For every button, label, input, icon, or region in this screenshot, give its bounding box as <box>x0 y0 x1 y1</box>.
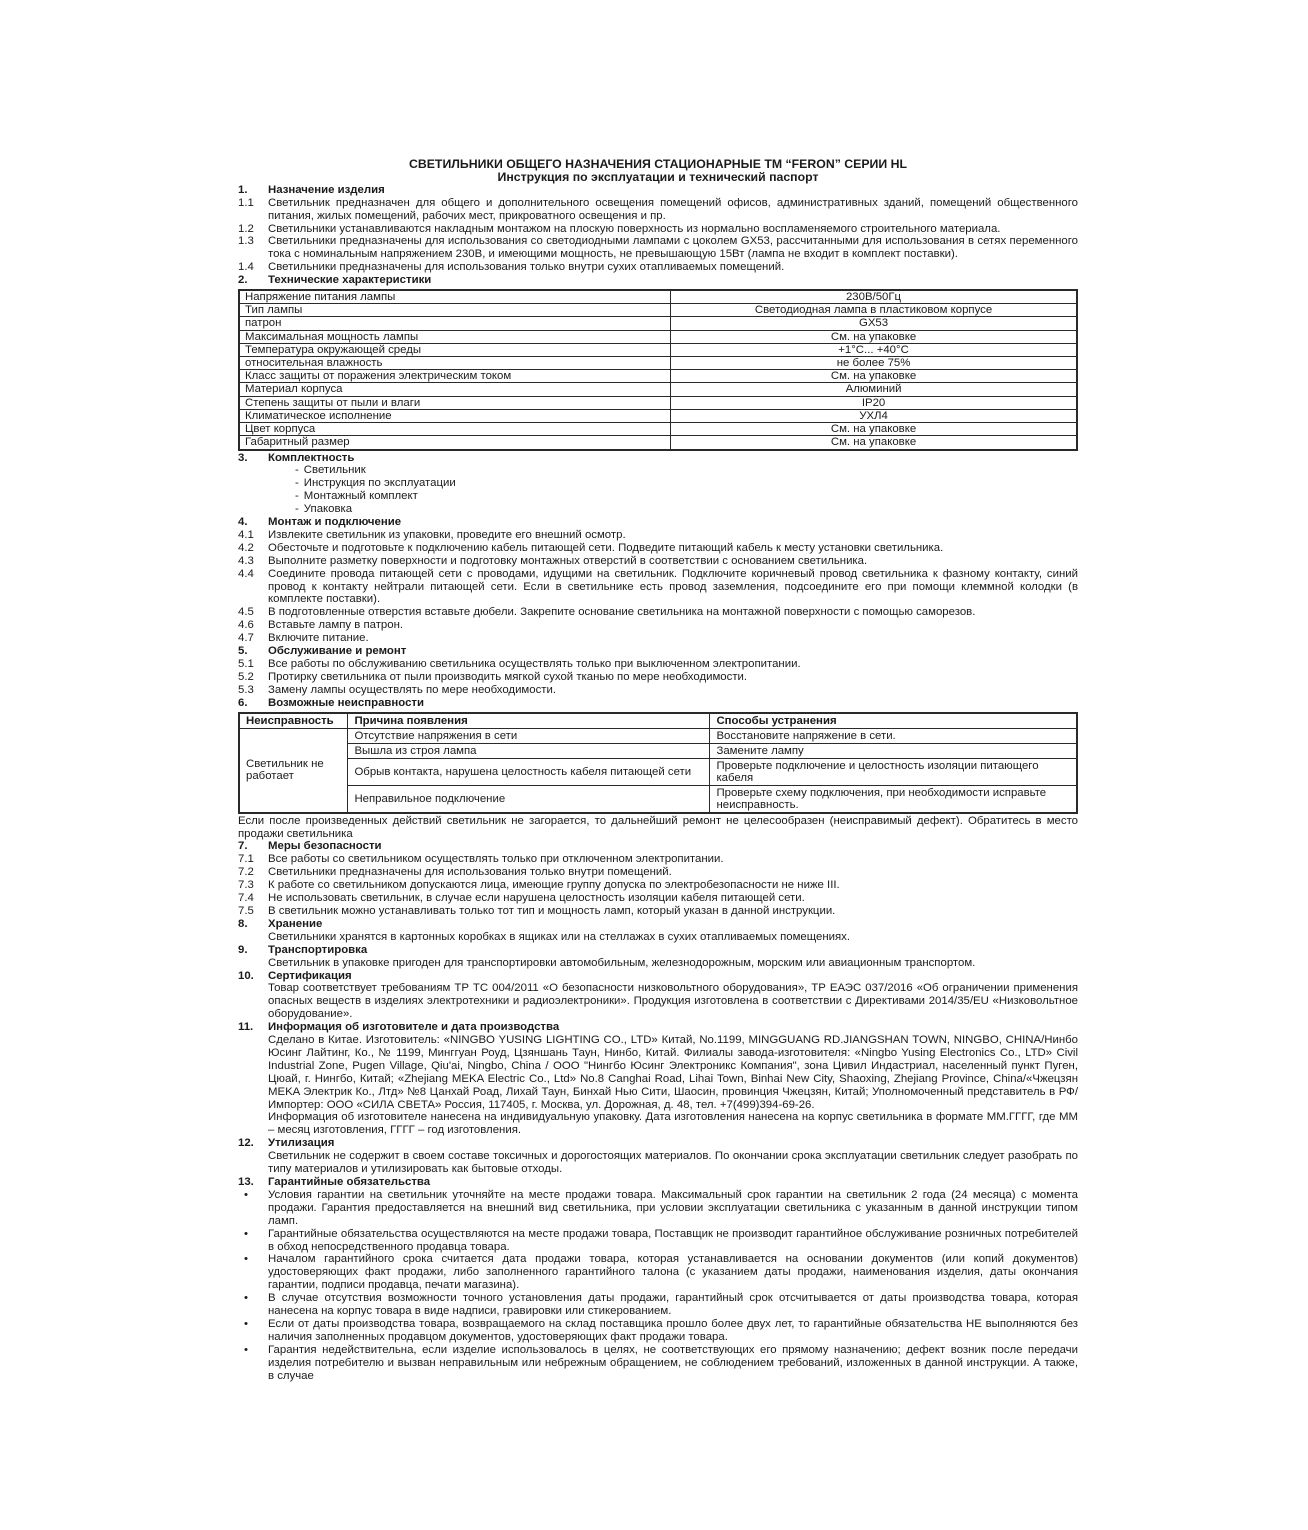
paragraph: Светильник в упаковке пригоден для транспортировки автомобильным, железнодорожным, морским или авиационным транспортом. <box>268 956 976 969</box>
section-number: 6. <box>238 696 248 709</box>
section-heading <box>238 970 1078 983</box>
fault-row <box>239 743 1077 758</box>
fault-row <box>239 758 1077 785</box>
bullet-text: • В случае отсутствия возможности точного установления даты продажи, гарантийный срок отсчитывается от даты производства товара, которая нанесена на корпус товара в виде надписи, гравировки или стикерованием. <box>268 1292 1078 1318</box>
item-number: 4.2 <box>238 541 254 554</box>
spec-name: Габаритный размер <box>239 436 671 450</box>
paragraph: Товар соответствует требованиям ТР ТС 004/2011 «О безопасности низковольтного оборудования», ТР ЕАЭС 037/2016 «Об ограничении применения опасных веществ в изделиях электротехники и радиоэлектроники». Продукция изготовлена в соответствии с Директивами 2014/35/EU «Низковольтное оборудование». <box>268 982 1078 1021</box>
numbered-item <box>238 866 1078 879</box>
section-number: 1. <box>238 183 248 196</box>
spec-value: См. на упаковке <box>671 423 1077 436</box>
section-number: 8. <box>238 917 248 930</box>
bullet-text: • Началом гарантийного срока считается дата продажи товара, которая устанавливается на основании документов (или копий документов) удостоверяющих факт продажи, либо заполненного гарантийного талона (с указанием даты продажи, наименования изделия, даты окончания гарантии, подписи продавца, печати магазина). <box>268 1253 1078 1292</box>
numbered-item <box>238 879 1078 892</box>
spec-row <box>239 317 1077 330</box>
numbered-item <box>238 235 1078 261</box>
fault-cause: Отсутствие напряжения в сети <box>348 728 710 743</box>
item-number: 7.1 <box>238 853 254 866</box>
numbered-item <box>238 555 1078 568</box>
section-heading <box>238 918 1078 931</box>
paragraph: Информация об изготовителе нанесена на индивидуальную упаковку. Дата изготовления нанесена на корпус светильника в формате ММ.ГГГГ, где ММ – месяц изготовления, ГГГГ – год изготовления. <box>268 1111 1078 1137</box>
item-text: Выполните разметку поверхности и подготовку монтажных отверстий в соответствии с основанием светильника. <box>268 554 868 567</box>
spec-row <box>239 409 1077 422</box>
item-text: В светильник можно устанавливать только тот тип и мощность ламп, который указан в данной инструкции. <box>268 904 836 917</box>
section-number: 12. <box>238 1137 254 1150</box>
spec-row <box>239 383 1077 396</box>
sections-container <box>238 184 1078 1383</box>
section-heading <box>238 452 1078 465</box>
item-number: 4.4 <box>238 567 254 580</box>
spec-value: См. на упаковке <box>671 370 1077 383</box>
item-text: Замену лампы осуществлять по мере необходимости. <box>268 683 557 696</box>
item-text: В подготовленные отверстия вставьте дюбели. Закрепите основание светильника на монтажной поверхности с помощью саморезов. <box>268 606 976 619</box>
spec-name: Материал корпуса <box>239 383 671 396</box>
item-number: 4.3 <box>238 554 254 567</box>
spec-value: IP20 <box>671 396 1077 409</box>
spec-name: патрон <box>239 317 671 330</box>
note-text: Если после произведенных действий светильник не загорается, то дальнейший ремонт не целесообразен (неисправимый дефект). Обратитесь в место продажи светильника <box>238 814 1078 840</box>
fault-cause: Обрыв контакта, нарушена целостность кабеля питающей сети <box>348 758 710 785</box>
spec-value: не более 75% <box>671 357 1077 370</box>
spec-value: См. на упаковке <box>671 436 1077 450</box>
item-number: 4.6 <box>238 619 254 632</box>
section-number: 13. <box>238 1176 254 1188</box>
section-heading <box>238 697 1078 710</box>
spec-row <box>239 396 1077 409</box>
section-heading <box>238 840 1078 853</box>
spec-row <box>239 343 1077 356</box>
bullet-item <box>238 1344 1078 1383</box>
bullet-text: • Если от даты производства товара, возвращаемого на склад поставщика прошло более двух лет, то гарантийные обязательства НЕ выполняются без наличия заполненных продавцом документов, удостоверяющих факт продажи товара. <box>268 1317 1078 1343</box>
spec-row <box>239 290 1077 304</box>
item-text: Все работы со светильником осуществлять только при отключенном электропитании. <box>268 853 724 866</box>
section-number: 2. <box>238 274 248 287</box>
spec-value: См. на упаковке <box>671 330 1077 343</box>
spec-name: Климатическое исполнение <box>239 409 671 422</box>
paragraph: Сделано в Китае. Изготовитель: «NINGBO YUSING LIGHTING CO., LTD» Китай, No.1199, MINGGUANG RD.JIANGSHAN TOWN, NINGBO, CHINA/Нинбо Юсинг Лайтинг, Ко., № 1199, Минггуан Роуд, Цзяншань Таун, Нинбо, Китай. Филиалы завода-изготовителя: «Ningbo Yusing Electronics Co., LTD» Civil Industrial Zone, Pugen Village, Qiu'ai, Ningbo, China / ООО "Нингбо Юсинг Электроникс Компания", зона Цивил Индастриал, населенный пункт Пуген, Цюай, г. Нингбо, Китай; «Zhejiang MEKA Electric Co., Ltd» No.8 Canghai Road, Lihai Town, Binhai New City, Shaoxing, Zhejiang Province, China/«Чжецзян MEKA Электрик Ко., Лтд» №8 Цанхай Роад, Лихай Таун, Бинхай Нью Сити, Шаосин, провинция Чжецзян, Китай; Уполномоченный представитель в РФ/Импортер: ООО «СИЛА СВЕТА» Россия, 117405, г. Москва, ул. Дорожная, д. 48, тел. +7(499)394-69-26. <box>268 1034 1078 1111</box>
item-number: 1.2 <box>238 222 254 235</box>
numbered-item <box>238 568 1078 607</box>
section-title: Технические характеристики <box>268 274 432 287</box>
bullet-text: • Гарантийные обязательства осуществляются на месте продажи товара, Поставщик не производит гарантийное обслуживание розничных потребителей в обход непосредственного продавца товара. <box>268 1227 1078 1253</box>
item-text: Обесточьте и подготовьте к подключению кабель питающей сети. Подведите питающий кабель к месту установки светильника. <box>268 541 944 554</box>
document-subtitle: Инструкция по эксплуатации и технический паспорт <box>497 169 819 184</box>
spec-row <box>239 370 1077 383</box>
numbered-item <box>238 197 1078 223</box>
bullet-item <box>238 1228 1078 1254</box>
section-title: Монтаж и подключение <box>268 516 402 529</box>
item-text: Протирку светильника от пыли производить мягкой сухой тканью по мере необходимости. <box>268 670 748 683</box>
item-number: 5.2 <box>238 670 254 683</box>
spec-name: Степень защиты от пыли и влаги <box>239 396 671 409</box>
fault-header-cell: Причина появления <box>348 713 710 729</box>
item-number: 5.3 <box>238 683 254 696</box>
section-heading <box>238 274 1078 287</box>
item-text: Не использовать светильник, в случае если нарушена целостность изоляции кабеля питающей сети. <box>268 892 805 905</box>
section-heading <box>238 1176 1078 1189</box>
fault-remedy: Проверьте схему подключения, при необходимости исправьте неисправность. <box>710 785 1077 813</box>
spec-name: Класс защиты от поражения электрическим током <box>239 370 671 383</box>
section-title: Назначение изделия <box>268 183 385 196</box>
item-number: 1.1 <box>238 196 254 209</box>
bullet-text: • Гарантия недействительна, если изделие использовалось в целях, не соответствующих его прямому назначению; дефект возник после передачи изделия потребителю и вызван неправильным или небрежным обращением, не соблюдением требований, изложенных в данной инструкции. А также, в случае <box>268 1343 1078 1382</box>
fault-symptom: Светильник не работает <box>239 728 348 813</box>
numbered-item <box>238 223 1078 236</box>
section-title: Гарантийные обязательства <box>268 1176 431 1188</box>
document-title: СВЕТИЛЬНИКИ ОБЩЕГО НАЗНАЧЕНИЯ СТАЦИОНАРНЫЕ ТМ “FERON” СЕРИИ HL <box>408 157 908 171</box>
fault-remedy: Замените лампу <box>710 743 1077 758</box>
spec-value: Алюминий <box>671 383 1077 396</box>
dash-list-item: - Монтажный комплект <box>295 490 1078 503</box>
bullet-item <box>238 1318 1078 1344</box>
numbered-item <box>238 671 1078 684</box>
item-text: Включите питание. <box>268 632 369 645</box>
spec-row <box>239 423 1077 436</box>
numbered-item <box>238 261 1078 274</box>
spec-table <box>238 289 1078 450</box>
numbered-item <box>238 619 1078 632</box>
item-number: 4.7 <box>238 632 254 645</box>
section-title: Транспортировка <box>268 943 368 956</box>
item-text: Светильники предназначены для использования только внутри сухих отапливаемых помещений. <box>268 261 785 274</box>
section-number: 4. <box>238 516 248 529</box>
section-heading <box>238 1137 1078 1150</box>
bullet-item <box>238 1292 1078 1318</box>
section-number: 11. <box>238 1021 254 1034</box>
item-text: Светильники предназначены для использования со светодиодными лампами с цоколем GX53, рассчитанными для использования в сетях переменного тока с номинальным напряжением 230В, и имеющими мощность, не превышающую 15Вт (лампа не входит в комплект поставки). <box>268 235 1078 261</box>
item-number: 7.3 <box>238 879 254 892</box>
section-heading <box>238 1021 1078 1034</box>
section-number: 9. <box>238 943 248 956</box>
section-heading <box>238 516 1078 529</box>
fault-remedy: Проверьте подключение и целостность изоляции питающего кабеля <box>710 758 1077 785</box>
fault-row <box>239 785 1077 813</box>
spec-row <box>239 330 1077 343</box>
spec-name: Температура окружающей среды <box>239 343 671 356</box>
item-text: Извлеките светильник из упаковки, проведите его внешний осмотр. <box>268 528 626 541</box>
spec-row <box>239 436 1077 450</box>
fault-row <box>239 728 1077 743</box>
section-number: 3. <box>238 451 248 464</box>
numbered-item <box>238 632 1078 645</box>
section-title: Сертификация <box>268 969 352 982</box>
section-heading <box>238 944 1078 957</box>
fault-header-cell: Неисправность <box>239 713 348 729</box>
section-title: Информация об изготовителе и дата производства <box>268 1021 560 1034</box>
dash-list-item: - Инструкция по эксплуатации <box>295 477 1078 490</box>
section-title: Утилизация <box>268 1137 335 1150</box>
section-heading <box>238 184 1078 197</box>
spec-name: относительная влажность <box>239 357 671 370</box>
item-text: Светильник предназначен для общего и дополнительного освещения помещений офисов, административных зданий, помещений общественного питания, жилых помещений, рабочих мест, прикроватного освещения и пр. <box>268 196 1078 222</box>
numbered-item <box>238 542 1078 555</box>
spec-value: +1°С... +40°С <box>671 343 1077 356</box>
spec-value: Светодиодная лампа в пластиковом корпусе <box>671 304 1077 317</box>
fault-header-row <box>239 713 1077 729</box>
spec-name: Цвет корпуса <box>239 423 671 436</box>
item-number: 4.1 <box>238 528 254 541</box>
paragraph: Светильники хранятся в картонных коробках в ящиках или на стеллажах в сухих отапливаемых помещениях. <box>268 930 851 943</box>
numbered-item <box>238 892 1078 905</box>
spec-value: 230В/50Гц <box>671 290 1077 304</box>
item-text: Соедините провода питающей сети с проводами, идущими на светильник. Подключите коричневый провод светильника к фазному контакту, синий провод к контакту нейтрали питающей сети. Если в светильнике есть провод заземления, подсоедините его при помощи клеммной колодки (в комплекте поставки). <box>268 567 1078 606</box>
dash-list-item: - Светильник <box>295 464 1078 477</box>
bullet-item <box>238 1253 1078 1292</box>
spec-name: Максимальная мощность лампы <box>239 330 671 343</box>
section-number: 7. <box>238 840 248 853</box>
spec-value: GX53 <box>671 317 1077 330</box>
item-number: 7.2 <box>238 866 254 879</box>
section-title: Возможные неисправности <box>268 696 425 709</box>
section-title: Меры безопасности <box>268 840 382 853</box>
spec-name: Напряжение питания лампы <box>239 290 671 304</box>
section-number: 10. <box>238 969 254 982</box>
section-heading <box>238 645 1078 658</box>
fault-cause: Вышла из строя лампа <box>348 743 710 758</box>
numbered-item <box>238 658 1078 671</box>
fault-header-cell: Способы устранения <box>710 713 1077 729</box>
dash-list-item: - Упаковка <box>295 503 1078 516</box>
numbered-item <box>238 905 1078 918</box>
section-title: Обслуживание и ремонт <box>268 645 407 658</box>
section-title: Комплектность <box>268 451 355 464</box>
spec-row <box>239 357 1077 370</box>
document-page <box>238 158 1078 1383</box>
numbered-item <box>238 684 1078 697</box>
paragraph: Светильник не содержит в своем составе токсичных и дорогостоящих материалов. По окончании срока эксплуатации светильник следует разобрать по типу материалов и утилизировать как бытовые отходы. <box>268 1150 1078 1176</box>
item-text: Вставьте лампу в патрон. <box>268 619 404 632</box>
item-text: Все работы по обслуживанию светильника осуществлять только при выключенном электропитании. <box>268 658 801 670</box>
numbered-item <box>238 606 1078 619</box>
item-number: 7.4 <box>238 892 254 905</box>
spec-row <box>239 304 1077 317</box>
item-text: Светильники предназначены для использования только внутри помещений. <box>268 866 672 879</box>
item-number: 7.5 <box>238 904 254 917</box>
item-number: 1.3 <box>238 235 254 248</box>
fault-remedy: Восстановите напряжение в сети. <box>710 728 1077 743</box>
numbered-item <box>238 853 1078 866</box>
item-number: 4.5 <box>238 606 254 619</box>
fault-table <box>238 712 1078 814</box>
section-title: Хранение <box>268 917 323 930</box>
spec-name: Тип лампы <box>239 304 671 317</box>
bullet-text: • Условия гарантии на светильник уточняйте на месте продажи товара. Максимальный срок гарантии на светильник 2 года (24 месяца) с момента продажи. Гарантия предоставляется на внешний вид светильника, при условии эксплуатации светильника с указанным в данной инструкции типом ламп. <box>268 1188 1078 1227</box>
item-text: К работе со светильником допускаются лица, имеющие группу допуска по электробезопасности не ниже III. <box>268 879 840 892</box>
numbered-item <box>238 529 1078 542</box>
item-text: Светильники устанавливаются накладным монтажом на плоскую поверхность из нормально воспламеняемого строительного материала. <box>268 222 1001 235</box>
item-number: 1.4 <box>238 261 254 274</box>
spec-value: УХЛ4 <box>671 409 1077 422</box>
item-number: 5.1 <box>238 658 254 670</box>
section-number: 5. <box>238 645 248 658</box>
bullet-item <box>238 1189 1078 1228</box>
fault-cause: Неправильное подключение <box>348 785 710 813</box>
